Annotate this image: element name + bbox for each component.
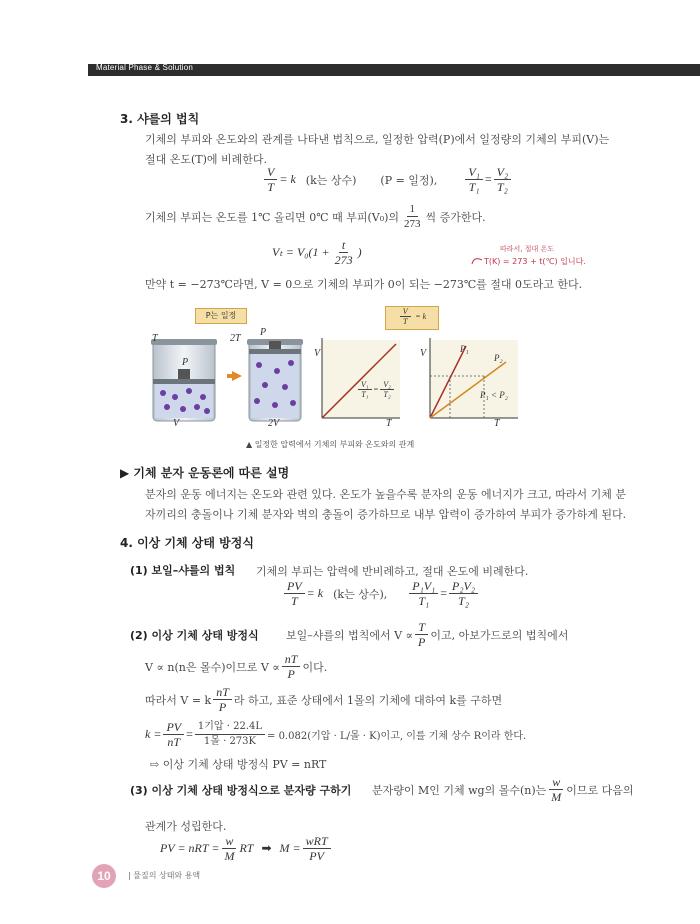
p1-eq-den: T (290, 594, 298, 608)
p2-k-eq: = (186, 727, 193, 741)
p3-frac-den: M (551, 790, 562, 804)
gas-constant-equation (145, 720, 526, 749)
p1-eq-num: PV (284, 579, 305, 594)
molar-mass-line1 (372, 775, 634, 804)
p3-eq-den2: PV (309, 849, 324, 863)
section-3-intro-line2: 절대 온도(T)에 비례한다. (145, 153, 268, 166)
vol-line-a: 기체의 부피는 온도를 1℃ 올리면 0℃ 때 부피(V₀)의 (145, 210, 400, 224)
p2-l3-den: P (218, 700, 227, 714)
volume-temperature-equation (272, 238, 362, 267)
p1-eq2-eq: = (440, 586, 448, 600)
molar-mass-equation (160, 834, 333, 863)
eq1-cond: (P = 일정), (380, 173, 438, 187)
p1-eq-note: (k는 상수), (333, 587, 388, 601)
g1-num1: V₁ (358, 380, 372, 390)
cylinder-low-temperature (145, 335, 225, 425)
ideal-gas-label: (2) 이상 기체 상태 방정식 (130, 629, 259, 642)
handwritten-note-line1: 따라서, 절대 온도 (500, 245, 555, 253)
p3-frac-num: w (549, 775, 563, 790)
graph1-equation: $\frac{\text{V₁}}{\text{T₁}}$ = $\frac{\text{V₂}}{\text{T₂}}$ (356, 380, 396, 399)
p2-k-a: k = (145, 727, 162, 741)
figure-caption: ▲ 일정한 압력에서 기체의 부피와 온도와의 관계 (246, 440, 415, 449)
p1-eq2-num2: P₂V₂ (449, 579, 478, 594)
p1-eq2-num1: P₁V₁ (409, 579, 438, 594)
cyl1-volume: V (173, 418, 180, 429)
vol-frac-den: 273 (404, 218, 421, 230)
section-3-heading: 3. 샤를의 법칙 (120, 112, 200, 126)
v-over-t-tag (385, 306, 439, 330)
p2-l2-b: 이다. (302, 660, 328, 674)
eq1b-den2: T₂ (496, 180, 508, 194)
eq1b-den1: T₁ (468, 180, 480, 194)
p2-k-num1: PV (163, 720, 184, 735)
boyle-charles-text: 기체의 부피는 압력에 반비례하고, 절대 온도에 비례한다. (256, 565, 529, 578)
kinetic-theory-heading: ▶ 기체 분자 운동론에 따른 설명 (120, 466, 290, 480)
eq1-den: T (267, 180, 275, 194)
molar-mass-label: (3) 이상 기체 상태 방정식으로 분자량 구하기 (130, 784, 352, 797)
p3-eq-b: RT (239, 841, 254, 855)
tag-vt-num: V (400, 307, 411, 317)
kinetic-theory-line2: 자끼리의 충돌이나 기체 분자와 벽의 충돌이 증가하므로 내부 압력이 증가하여 부피가 증가하게 된다. (145, 508, 627, 521)
eq2-a: Vₜ = V₀(1 + (272, 245, 330, 259)
g1-num2: V₂ (380, 380, 394, 390)
ideal-gas-line2 (145, 652, 327, 681)
p1-eq2-den2: T₂ (458, 594, 469, 608)
p2-l3-b: 라 하고, 표준 상태에서 1몰의 기체에 대하여 k를 구하면 (233, 693, 503, 707)
cyl2-volume: 2V (268, 418, 280, 429)
p3-eq-den: M (224, 849, 235, 863)
kinetic-theory-line1: 분자의 운동 에너지는 온도와 관련 있다. 온도가 높을수록 분자의 운동 에너지가 크고, 따라서 기체 분 (145, 488, 626, 501)
p2-k-num2: 1기압 · 22.4L (195, 720, 265, 735)
volume-increase-line (145, 202, 486, 231)
p3-eq-num: w (222, 834, 236, 849)
molar-mass-line2: 관계가 성립한다. (145, 820, 227, 833)
graph2-x-label: T (494, 418, 500, 429)
p2-l2-den: P (287, 667, 295, 681)
heating-arrow-icon (226, 370, 244, 382)
graph2-y-label: V (420, 348, 427, 359)
p2-frac-num: T (415, 620, 428, 635)
g1-den1: T₁ (361, 390, 369, 399)
p3-eq-c: M = (279, 841, 301, 855)
graph1-x-label: T (386, 418, 392, 429)
p3-eq-num2: wRT (303, 834, 331, 849)
ideal-gas-line1 (286, 620, 568, 649)
p2-k-den2: 1몰 · 273K (203, 736, 257, 747)
p2-frac-den: P (418, 635, 426, 649)
p3-text-a: 분자량이 M인 기체 wg의 몰수(n)는 (372, 783, 547, 797)
page-number-badge: 10 (92, 864, 116, 888)
p3-text-b: 이므로 다음의 (566, 783, 634, 797)
p2-k-b: = 0.082(기압 · L/몰 · K)이고, 이를 기체 상수 R이라 한다. (267, 731, 527, 742)
cyl2-temperature: 2T (230, 333, 241, 344)
tag-vt-rhs: = k (415, 312, 427, 321)
eq1b-num2: V₂ (494, 165, 512, 180)
cylinder-high-temperature (245, 335, 305, 425)
p3-eq-a: PV = nRT = (160, 841, 220, 855)
graph1-y-label: V (314, 348, 321, 359)
graph2-p2-label: P₂ (494, 353, 503, 363)
p2-text-b: 이고, 아보가드로의 법칙에서 (430, 628, 569, 642)
constant-pressure-tag: P는 일정 (195, 308, 247, 324)
graph-volume-vs-temperature-pressures (420, 336, 520, 424)
eq1-num: V (264, 165, 277, 180)
vol-frac-num: 1 (407, 202, 419, 217)
handwritten-arrow-icon (470, 254, 486, 266)
section-4-heading: 4. 이상 기체 상태 방정식 (120, 536, 254, 550)
eq1b-eq: = (484, 172, 492, 186)
cyl1-temperature: T (152, 333, 158, 344)
eq1-rhs: = k (279, 172, 296, 186)
tag-vt-den: T (403, 317, 408, 326)
running-title: Material Phase & Solution (96, 63, 194, 72)
graph2-p1-label: P₁ (460, 344, 469, 354)
ideal-gas-result: ⇨ 이상 기체 상태 방정식 PV = nRT (150, 758, 327, 771)
graph2-pressure-relation: P₁ < P₂ (480, 390, 508, 400)
p1-eq-rhs: = k (306, 586, 324, 600)
g1-den2: T₂ (383, 390, 391, 399)
absolute-zero-line: 만약 t = −273℃라면, V = 0으로 기체의 부피가 0이 되는 −273℃를 절대 0도라고 한다. (145, 278, 583, 291)
ideal-gas-line3 (145, 685, 502, 714)
cyl1-pressure: P (182, 357, 189, 368)
eq1-note: (k는 상수) (305, 173, 357, 187)
p2-l3-num: nT (213, 685, 232, 700)
boyle-charles-equation (282, 579, 480, 608)
boyle-charles-label: (1) 보일–샤를의 법칙 (130, 564, 236, 577)
cyl2-pressure: P (260, 327, 267, 338)
eq2-den: 273 (334, 253, 353, 267)
vol-line-b: 씩 증가한다. (425, 210, 486, 224)
eq2-num: t (339, 238, 348, 253)
charles-law-equation (262, 165, 513, 194)
handwritten-note-line2: T(K) = 273 + t(℃) 입니다. (484, 257, 586, 266)
eq2-b: ) (357, 245, 362, 259)
p2-l2-num: nT (282, 652, 301, 667)
footer-section-title: | 물질의 상태와 용액 (128, 871, 201, 880)
p2-text-a: 보일–샤를의 법칙에서 V ∝ (286, 628, 414, 642)
p3-arrow-icon: ➡ (261, 841, 272, 855)
p2-l3-a: 따라서 V = k (145, 693, 212, 707)
p1-eq2-den1: T₁ (418, 594, 430, 608)
p2-l2-a: V ∝ n(n은 몰수)이므로 V ∝ (145, 660, 280, 674)
p2-k-den1: nT (167, 735, 181, 749)
eq1b-num1: V₁ (465, 165, 483, 180)
section-3-intro-line1: 기체의 부피와 온도와의 관계를 나타낸 법칙으로, 일정한 압력(P)에서 일정량의 기체의 부피(V)는 (145, 133, 610, 146)
